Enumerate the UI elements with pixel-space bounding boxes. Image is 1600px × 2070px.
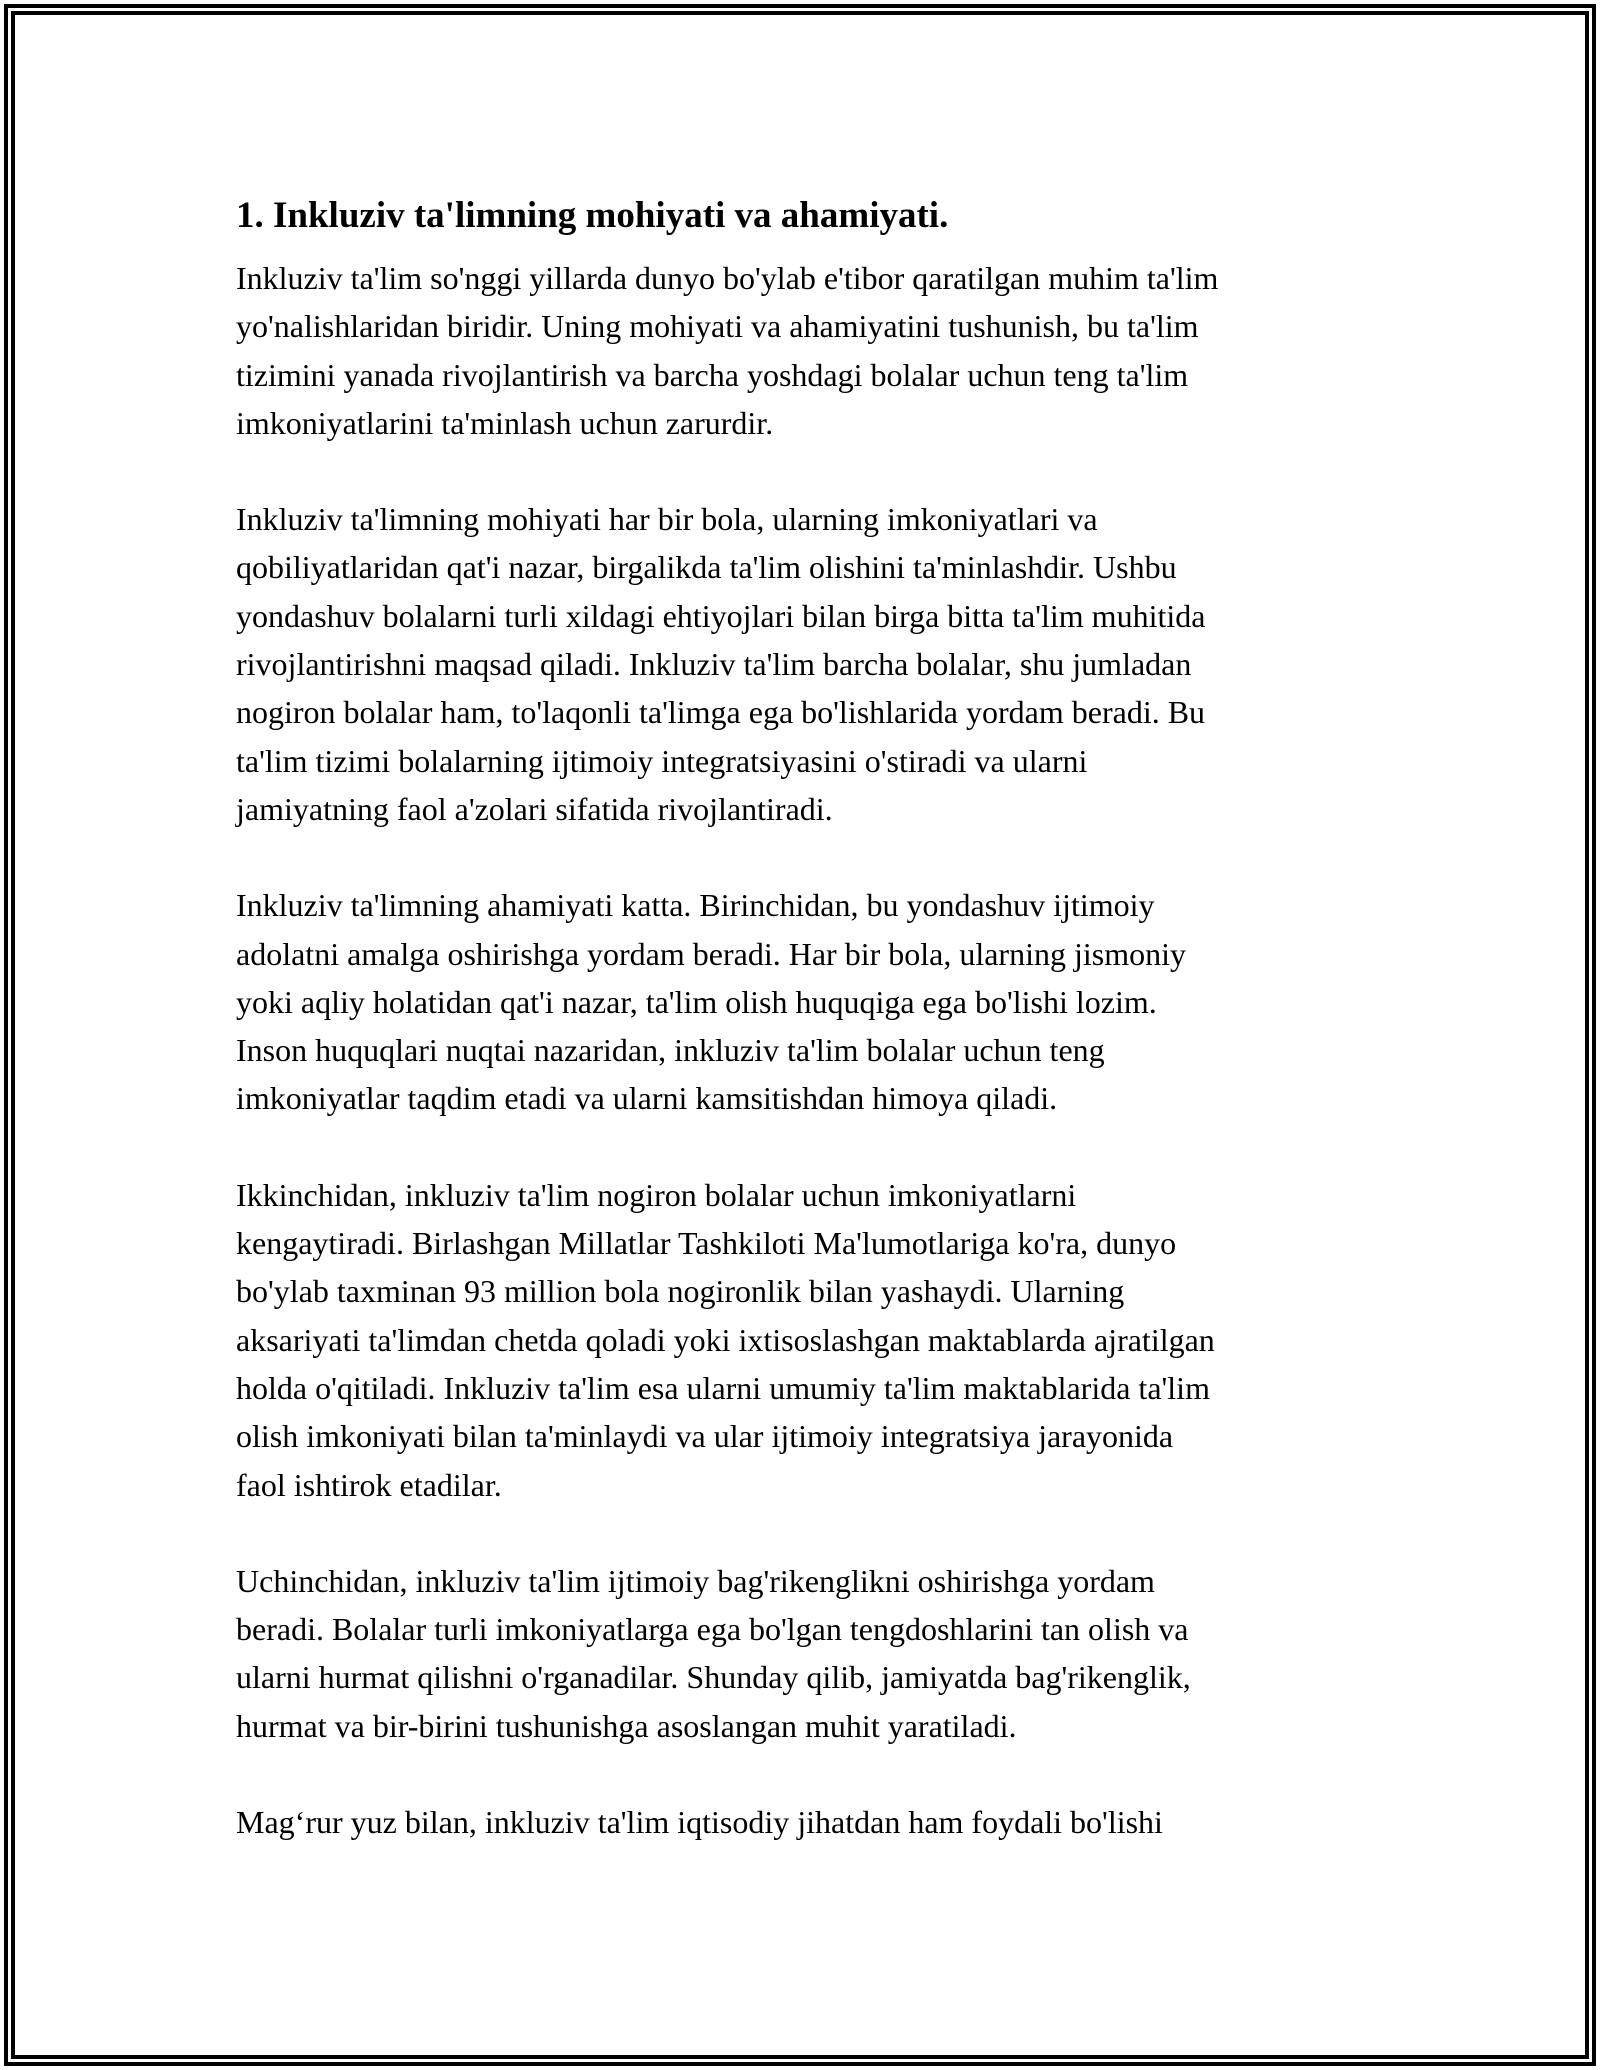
paragraph-third-point: Uchinchidan, inkluziv ta'lim ijtimoiy bag'rikenglikni oshirishga yordam beradi. Bolalar turli imkoniyatlarga ega bo'lgan tengdoshlarini tan olish va ularni hurmat qilishni o'rganadilar. Shunday qilib, jamiyatda bag'rikenglik, hurmat va bir-birini tushunishga asoslangan muhit yaratiladi.: [236, 1562, 1191, 1744]
section-heading: 1. Inkluziv ta'limning mohiyati va ahamiyati.: [236, 195, 949, 236]
document-body: [236, 188, 1366, 1894]
paragraph-second-point: Ikkinchidan, inkluziv ta'lim nogiron bolalar uchun imkoniyatlarni kengaytiradi. Birlashgan Millatlar Tashkiloti Ma'lumotlariga ko'ra, dunyo bo'ylab taxminan 93 million bola nogironlik bilan yashaydi. Ularning aksariyati ta'limdan chetda qoladi yoki ixtisoslashgan maktablarda ajratilgan holda o'qitiladi. Inkluziv ta'lim esa ularni umumiy ta'lim maktablarida ta'lim olish imkoniyati bilan ta'minlaydi va ular ijtimoiy integratsiya jarayonida faol ishtirok etadilar.: [236, 1176, 1215, 1503]
paragraph-intro: Inkluziv ta'lim so'nggi yillarda dunyo bo'ylab e'tibor qaratilgan muhim ta'lim yo'nalishlaridan biridir. Uning mohiyati va ahamiyatini tushunish, bu ta'lim tizimini yanada rivojlantirish va barcha yoshdagi bolalar uchun teng ta'lim imkoniyatlarini ta'minlash uchun zarurdir.: [236, 260, 1219, 441]
paragraph-list: [236, 254, 1366, 1846]
paragraph-importance: Inkluziv ta'limning ahamiyati katta. Birinchidan, bu yondashuv ijtimoiy adolatni amalga oshirishga yordam beradi. Har bir bola, ularning jismoniy yoki aqliy holatidan qat'i nazar, ta'lim olish huquqiga ega bo'lishi lozim. Inson huquqlari nuqtai nazaridan, inkluziv ta'lim bolalar uchun teng imkoniyatlar taqdim etadi va ularni kamsitishdan himoya qiladi.: [236, 887, 1186, 1117]
paragraph-essence: Inkluziv ta'limning mohiyati har bir bola, ularning imkoniyatlari va qobiliyatlaridan qat'i nazar, birgalikda ta'lim olishini ta'minlashdir. Ushbu yondashuv bolalarni turli xildagi ehtiyojlari bilan birga bitta ta'lim muhitida rivojlantirishni maqsad qiladi. Inkluziv ta'lim barcha bolalar, shu jumladan nogiron bolalar ham, to'laqonli ta'limga ega bo'lishlarida yordam beradi. Bu ta'lim tizimi bolalarning ijtimoiy integratsiyasini o'stiradi va ularni jamiyatning faol a'zolari sifatida rivojlantiradi.: [236, 501, 1206, 827]
paragraph-economic: Mag‘rur yuz bilan, inkluziv ta'lim iqtisodiy jihatdan ham foydali bo'lishi: [236, 1804, 1163, 1841]
